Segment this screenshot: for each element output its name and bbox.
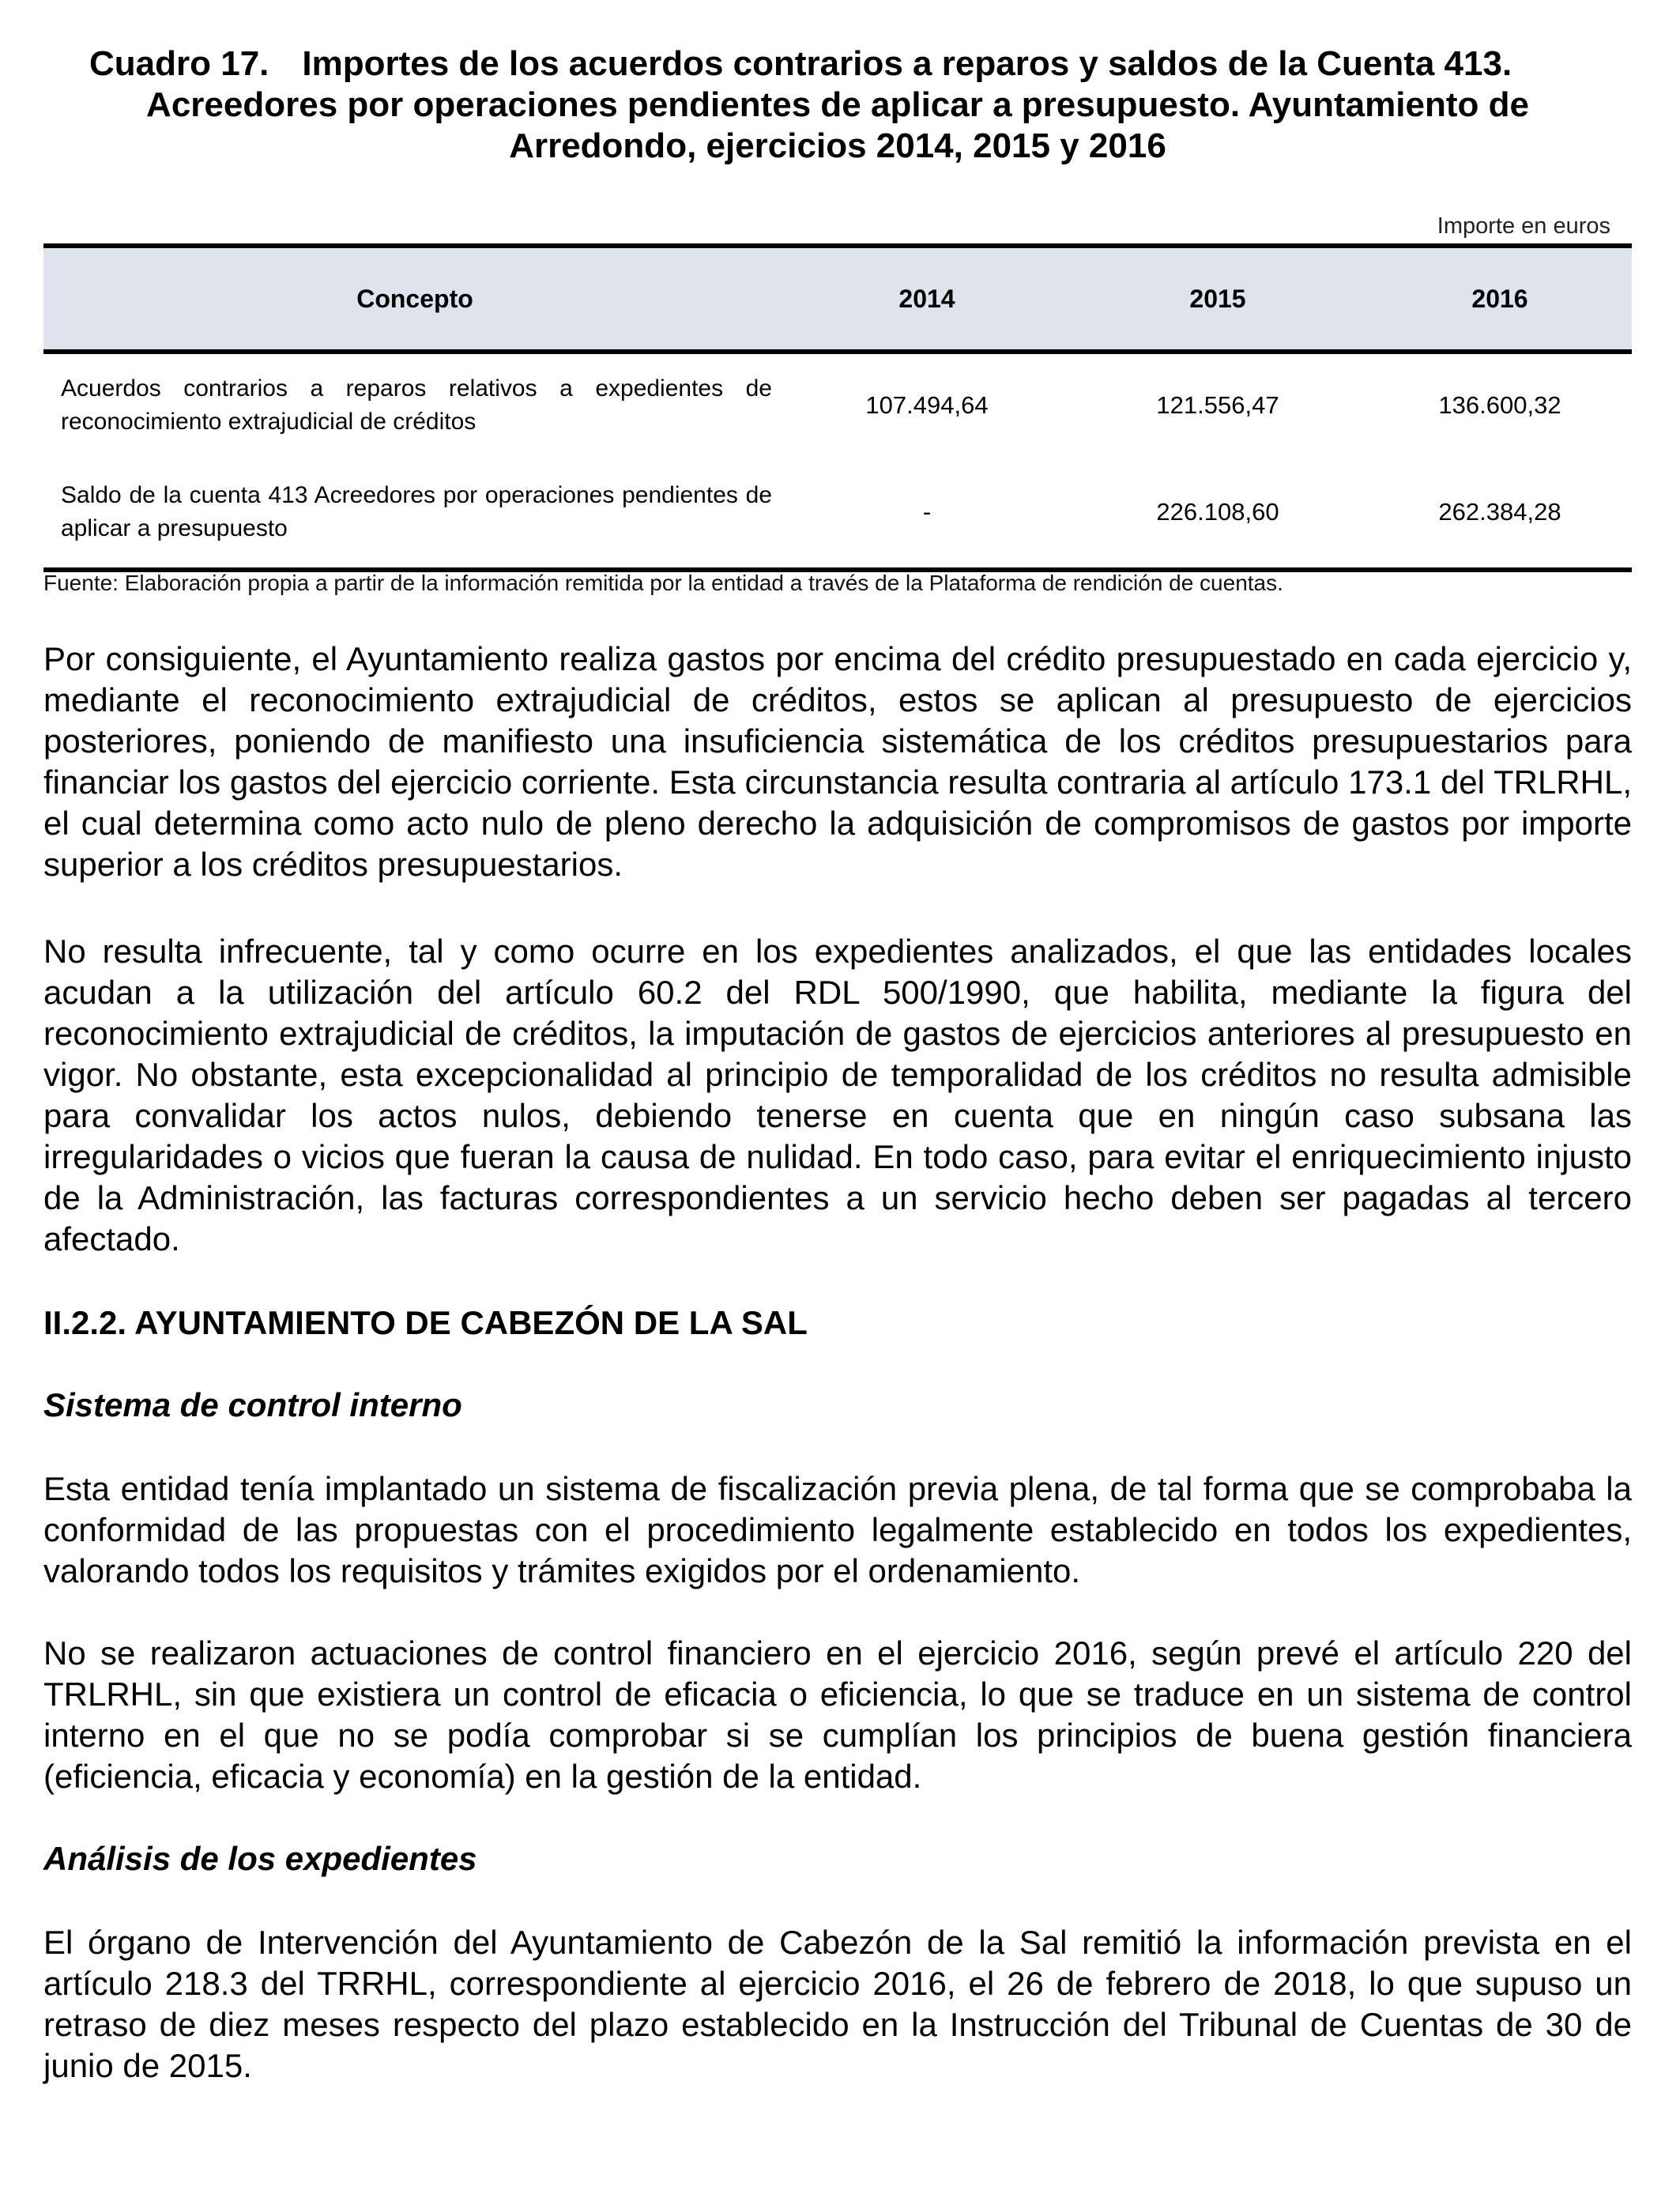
row-value-2016: 262.384,28 (1438, 498, 1561, 526)
table-header (43, 248, 1632, 349)
row-value-2014: - (922, 498, 932, 526)
row-value-2015: 226.108,60 (1156, 498, 1279, 526)
row-value-2016: 136.600,32 (1438, 391, 1561, 419)
caption-line-2: Acreedores por operaciones pendientes de aplicar a presupuesto. Ayuntamiento de (146, 85, 1529, 124)
paragraph-1: Por consiguiente, el Ayuntamiento realiza gastos por encima del crédito presupuestado en cada ejercicio y, mediante el reconocimiento extrajudicial de créditos, estos se aplican al presupuesto de ejercicios posteriores, poniendo de manifiesto una insuficiencia sistemática de los créditos presupuestarios para financiar los gastos del ejercicio corriente. Esta circunstancia resulta contraria al artículo 173.1 del TRLRHL, el cual determina como acto nulo de pleno derecho la adquisición de compromisos de gastos por importe superior a los créditos presupuestarios. (43, 640, 1632, 883)
header-concepto: Concepto (356, 284, 473, 313)
table-row (43, 457, 1632, 567)
table-row (43, 354, 1632, 457)
caption-line-3: Arredondo, ejercicios 2014, 2015 y 2016 (509, 126, 1166, 165)
caption-title-1: Importes de los acuerdos contrarios a reparos y saldos de la Cuenta 413. (302, 44, 1512, 83)
paragraph-4: No se realizaron actuaciones de control financiero en el ejercicio 2016, según prevé el artículo 220 del TRLRHL, sin que existiera un control de eficacia o eficiencia, lo que se traduce en un sistema de control interno en el que no se podía comprobar si se cumplían los principios de buena gestión financiera (eficiencia, eficacia y economía) en la gestión de la entidad. (43, 1634, 1632, 1795)
table-source: Fuente: Elaboración propia a partir de la información remitida por la entidad a través de la Plataforma de rendición de cuentas. (43, 571, 1283, 595)
row-value-2015: 121.556,47 (1156, 391, 1279, 419)
caption-number: Cuadro 17. (89, 44, 269, 83)
row-concept: Acuerdos contrarios a reparos relativos a expedientes de reconocimiento extrajudicial de créditos (61, 375, 772, 435)
section-heading: II.2.2. AYUNTAMIENTO DE CABEZÓN DE LA SAL (43, 1304, 808, 1341)
subheading-analisis: Análisis de los expedientes (43, 1840, 477, 1877)
row-value-2014: 107.494,64 (865, 391, 989, 419)
table-caption (43, 43, 1632, 167)
paragraph-5: El órgano de Intervención del Ayuntamiento de Cabezón de la Sal remitió la información prevista en el artículo 218.3 del TRRHL, correspondiente al ejercicio 2016, el 26 de febrero de 2018, lo que supuso un retraso de diez meses respecto del plazo establecido en la Instrucción del Tribunal de Cuentas de 30 de junio de 2015. (43, 1924, 1632, 2084)
caption-line-1 (43, 43, 1632, 85)
paragraph-2: No resulta infrecuente, tal y como ocurre en los expedientes analizados, el que las entidades locales acudan a la utilización del artículo 60.2 del RDL 500/1990, que habilita, mediante la figura del reconocimiento extrajudicial de créditos, la imputación de gastos de ejercicios anteriores al presupuesto en vigor. No obstante, esta excepcionalidad al principio de temporalidad de los créditos no resulta admisible para convalidar los actos nulos, debiendo tenerse en cuenta que en ningún caso subsana las irregularidades o vicios que fueran la causa de nulidad. En todo caso, para evitar el enriquecimiento injusto de la Administración, las facturas correspondientes a un servicio hecho deben ser pagadas al tercero afectado. (43, 933, 1632, 1257)
data-table (43, 243, 1632, 572)
table-units: Importe en euros (1437, 213, 1610, 239)
row-concept: Saldo de la cuenta 413 Acreedores por operaciones pendientes de aplicar a presupuesto (61, 482, 772, 541)
header-2015: 2015 (1189, 284, 1246, 313)
header-2014: 2014 (898, 284, 955, 313)
paragraph-3: Esta entidad tenía implantado un sistema de fiscalización previa plena, de tal forma que se comprobaba la conformidad de las propuestas con el procedimiento legalmente establecido en todos los expedientes, valorando todos los requisitos y trámites exigidos por el ordenamiento. (43, 1470, 1632, 1589)
header-2016: 2016 (1471, 284, 1528, 313)
subheading-control-interno: Sistema de control interno (43, 1386, 462, 1423)
